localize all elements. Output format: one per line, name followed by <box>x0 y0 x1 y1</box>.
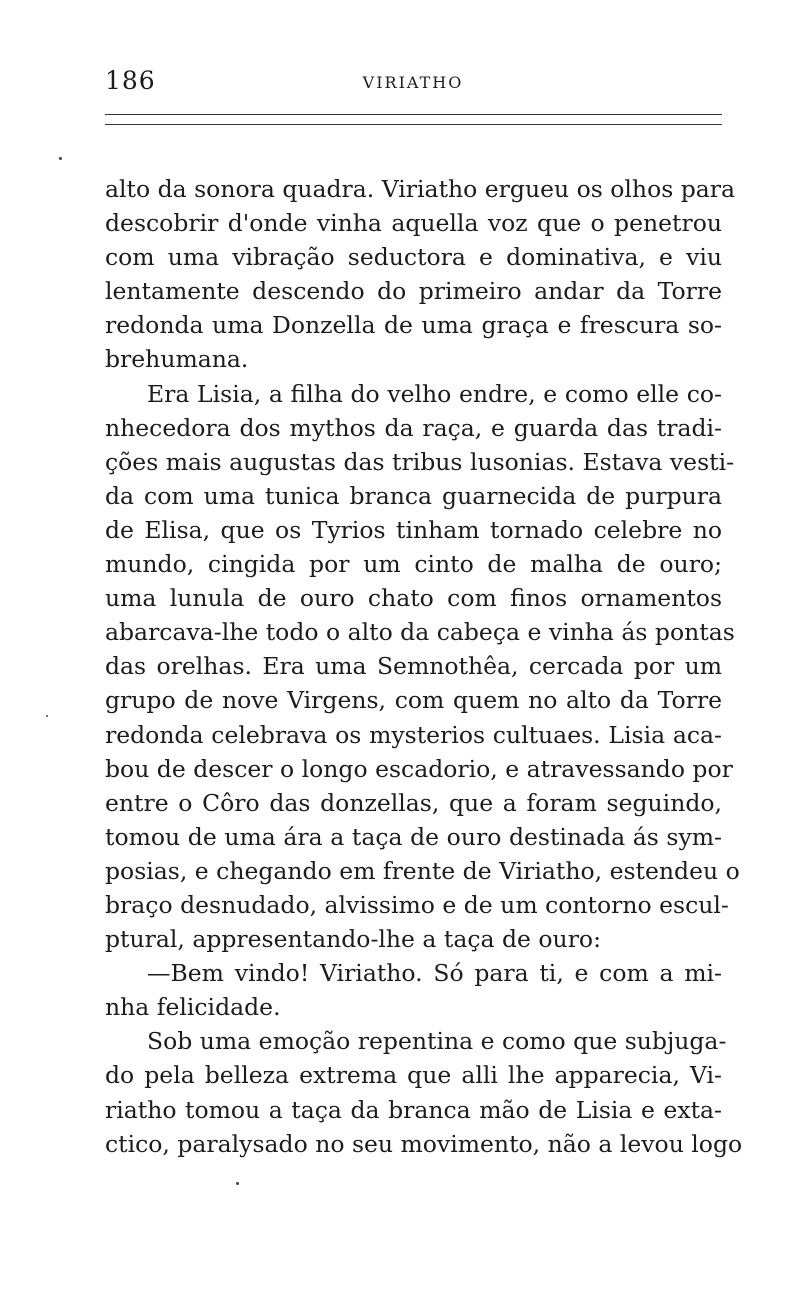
text-line: abarcava-lhe todo o alto da cabeça e vinha ás pontas <box>105 618 735 647</box>
text-line: mundo, cingida por um cinto de malha de ouro; <box>105 550 722 579</box>
header-rule-bottom <box>105 124 722 125</box>
text-line: ctico, paralysado no seu movimento, não a levou logo <box>105 1129 743 1158</box>
text-line: tomou de uma ára a taça de ouro destinada ás sym- <box>105 822 722 851</box>
text-line: das orelhas. Era uma Semnothêa, cercada por um <box>105 652 722 681</box>
header-rule-top <box>105 114 722 115</box>
paragraph-3 <box>105 956 722 1024</box>
page-number: 186 <box>105 66 156 95</box>
text-line: do pela belleza extrema que alli lhe apparecia, Vi- <box>105 1061 722 1090</box>
text-line: —Bem vindo! Viriatho. Só para ti, e com a mi- <box>147 959 722 988</box>
text-line: da com uma tunica branca guarnecida de purpura <box>105 481 722 510</box>
paragraph-2 <box>105 377 740 957</box>
print-speck <box>59 157 62 160</box>
text-line: lentamente descendo do primeiro andar da Torre <box>105 277 722 306</box>
paragraph-4 <box>105 1024 743 1160</box>
body-text <box>105 172 743 1161</box>
text-line: com uma vibração seductora e dominativa, e viu <box>105 243 722 272</box>
text-line: brehumana. <box>105 345 249 374</box>
text-line: Sob uma emoção repentina e como que subjuga- <box>147 1027 727 1056</box>
text-line: de Elisa, que os Tyrios tinham tornado celebre no <box>105 515 722 544</box>
text-line: Era Lisia, a filha do velho endre, e como elle co- <box>147 379 722 408</box>
text-line: nhecedora dos mythos da raça, e guarda das tradi- <box>105 413 722 442</box>
text-line: ptural, appresentando-lhe a taça de ouro: <box>105 925 601 954</box>
print-speck <box>236 1182 239 1185</box>
text-line: alto da sonora quadra. Viriatho ergueu os olhos para <box>105 175 736 203</box>
text-line: riatho tomou a taça da branca mão de Lisia e exta- <box>105 1095 722 1124</box>
text-line: ções mais augustas das tribus lusonias. Estava vesti- <box>105 447 735 476</box>
text-line: posias, e chegando em frente de Viriatho, estendeu o <box>105 856 740 885</box>
text-line: braço desnudado, alvissimo e de um contorno escul- <box>105 890 729 919</box>
text-line: descobrir d'onde vinha aquella voz que o penetrou <box>105 209 722 238</box>
paragraph-1 <box>105 172 736 377</box>
text-line: bou de descer o longo escadorio, e atravessando por <box>105 754 733 783</box>
print-speck <box>46 715 48 717</box>
running-title: VIRIATHO <box>362 73 464 92</box>
text-line: redonda celebrava os mysterios cultuaes. Lisia aca- <box>105 720 722 749</box>
text-line: entre o Côro das donzellas, que a foram seguindo, <box>105 788 722 817</box>
text-line: redonda uma Donzella de uma graça e frescura so- <box>105 311 722 340</box>
text-line: grupo de nove Virgens, com quem no alto da Torre <box>105 686 722 715</box>
text-line: uma lunula de ouro chato com finos ornamentos <box>105 584 722 613</box>
text-line: nha felicidade. <box>105 993 281 1022</box>
